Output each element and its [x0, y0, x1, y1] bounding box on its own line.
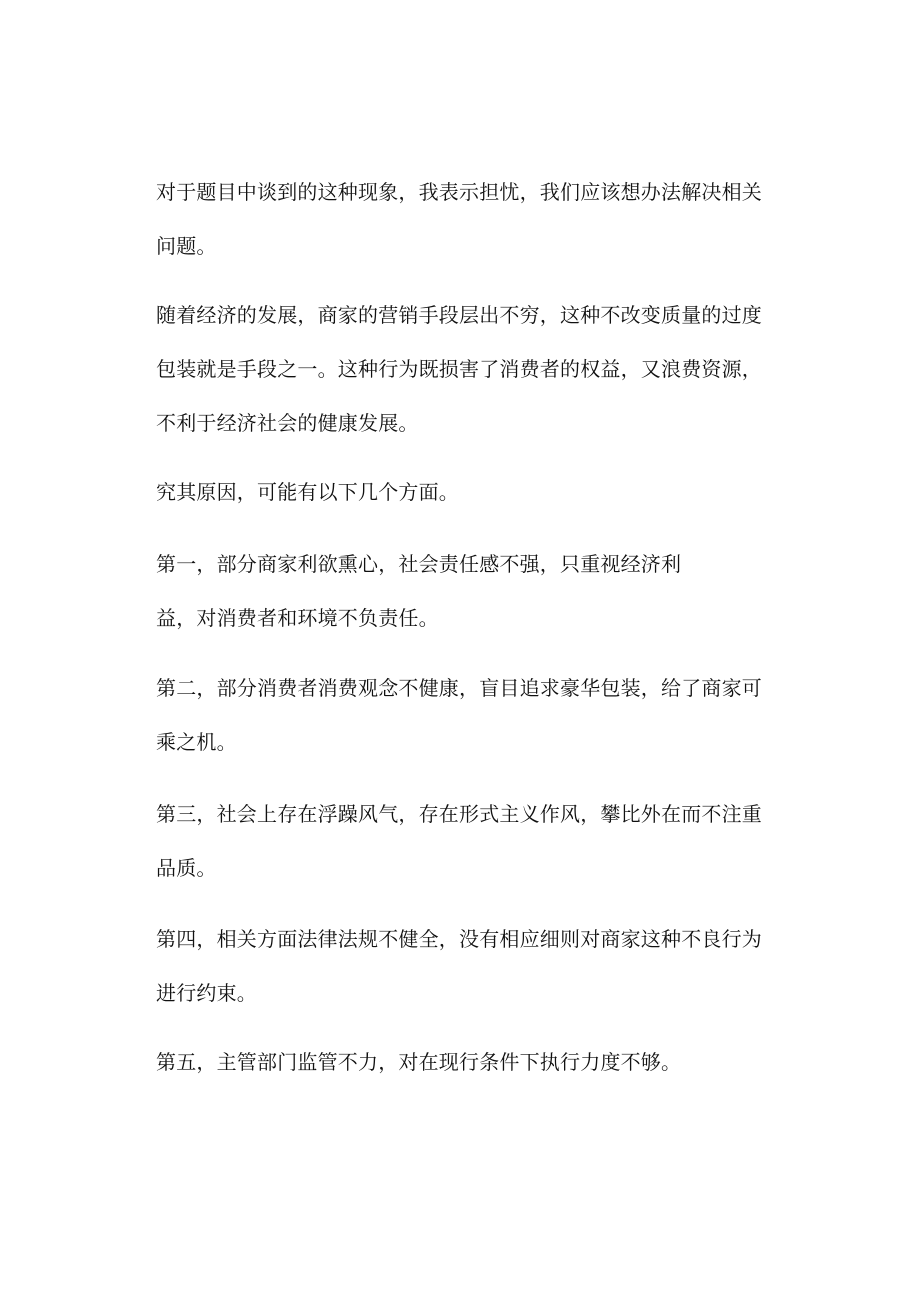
text-line: 问题。 [156, 234, 217, 258]
text-line: 进行约束。 [156, 981, 257, 1005]
text-line: 品质。 [156, 856, 217, 880]
text-line: 不利于经济社会的健康发展。 [156, 411, 419, 435]
text-line: 第三，社会上存在浮躁风气，存在形式主义作风，攀比外在而不注重 [156, 802, 762, 826]
text-line: 对于题目中谈到的这种现象，我表示担忧，我们应该想办法解决相关 [156, 180, 762, 204]
text-line: 包装就是手段之一。这种行为既损害了消费者的权益，又浪费资源， [156, 357, 762, 381]
text-line: 随着经济的发展，商家的营销手段层出不穷，这种不改变质量的过度 [156, 303, 762, 327]
text-line: 乘之机。 [156, 730, 237, 754]
text-line: 第四，相关方面法律法规不健全，没有相应细则对商家这种不良行为 [156, 927, 762, 951]
text-line: 第五，主管部门监管不力，对在现行条件下执行力度不够。 [156, 1050, 682, 1074]
text-line: 益，对消费者和环境不负责任。 [156, 606, 439, 630]
text-line: 第一，部分商家利欲熏心，社会责任感不强，只重视经济利 [156, 552, 682, 576]
text-line: 究其原因，可能有以下几个方面。 [156, 480, 459, 504]
text-line: 第二，部分消费者消费观念不健康，盲目追求豪华包装，给了商家可 [156, 676, 762, 700]
